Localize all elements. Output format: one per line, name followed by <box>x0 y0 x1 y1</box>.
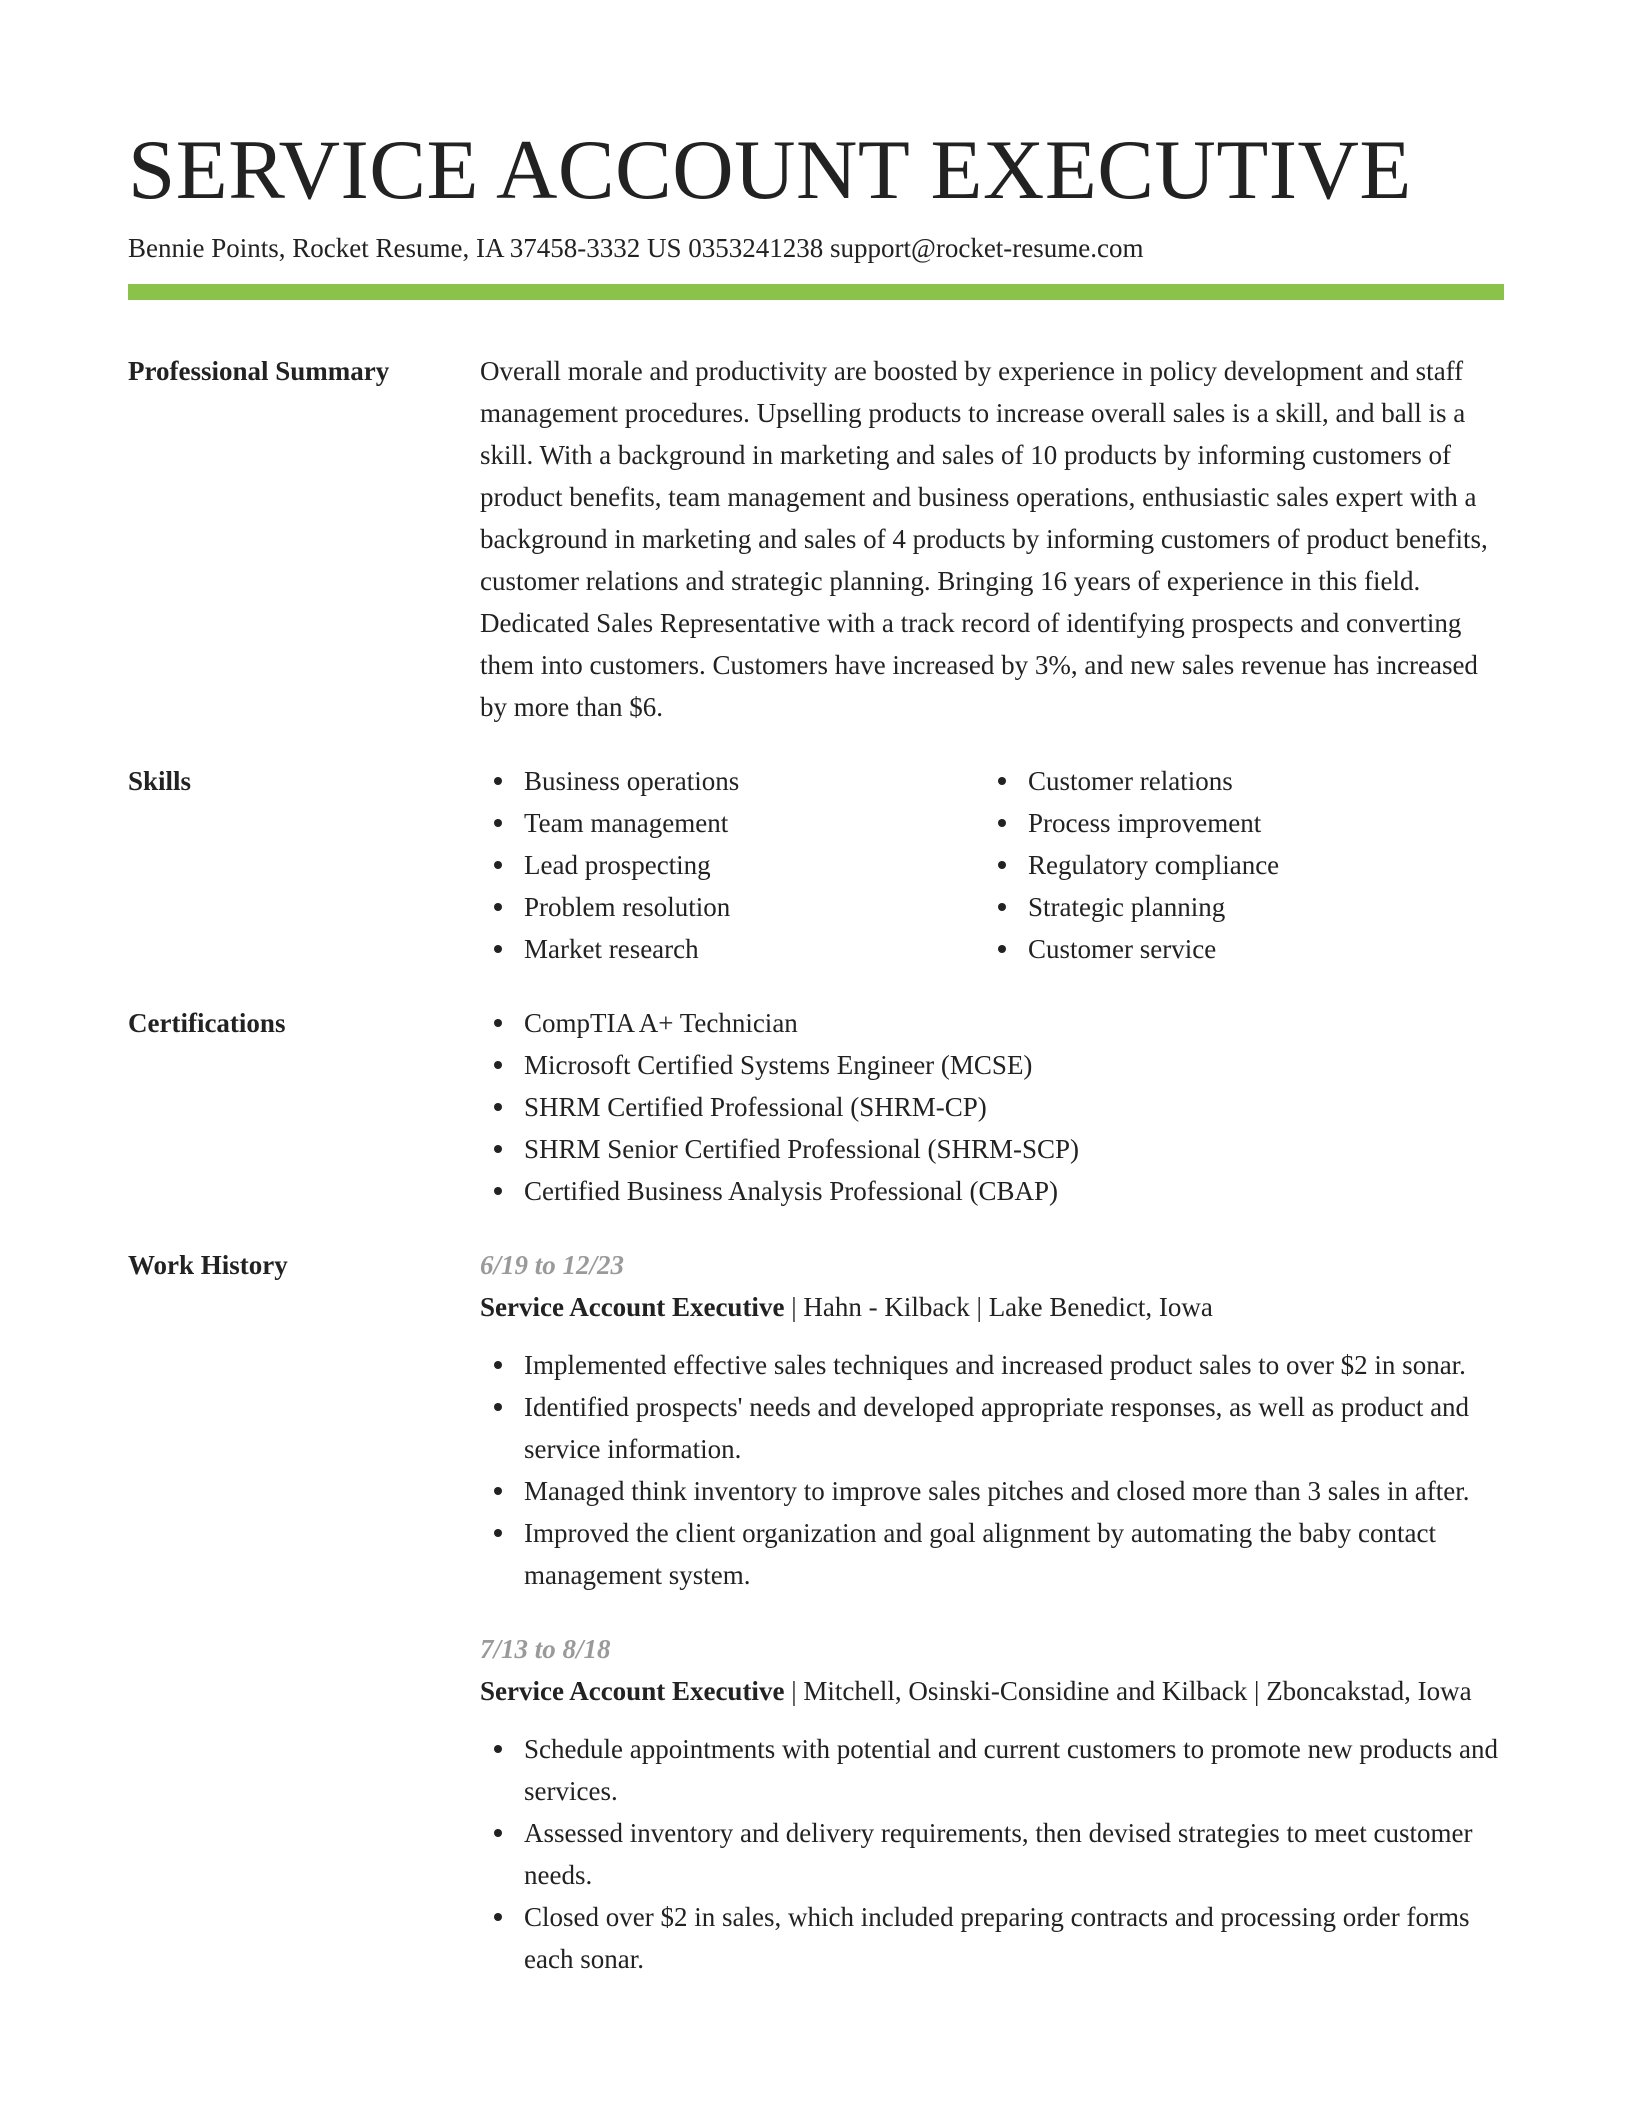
skill-item: Process improvement <box>984 802 1488 844</box>
section-label-skills: Skills <box>128 766 192 796</box>
skill-item: Market research <box>480 928 984 970</box>
job-entry <box>480 1628 1504 1980</box>
skill-item: Strategic planning <box>984 886 1488 928</box>
section-label-work-history: Work History <box>128 1250 288 1280</box>
skills-column-2 <box>984 760 1488 970</box>
certification-item: SHRM Senior Certified Professional (SHRM-SCP) <box>480 1128 1504 1170</box>
job-title: Service Account Executive <box>480 1292 785 1322</box>
job-bullets <box>480 1728 1504 1980</box>
job-heading <box>480 1286 1504 1328</box>
skill-item: Business operations <box>480 760 984 802</box>
skill-item: Problem resolution <box>480 886 984 928</box>
summary-section <box>128 350 1504 728</box>
job-bullet: Closed over $2 in sales, which included preparing contracts and processing order forms each sonar. <box>480 1896 1504 1980</box>
skill-item: Lead prospecting <box>480 844 984 886</box>
work-history-body <box>480 1244 1504 1980</box>
job-bullet: Assessed inventory and delivery requirements, then devised strategies to meet customer needs. <box>480 1812 1504 1896</box>
skill-item: Team management <box>480 802 984 844</box>
job-title: Service Account Executive <box>480 1676 785 1706</box>
accent-divider <box>128 284 1504 300</box>
certifications-section <box>128 1002 1504 1212</box>
skills-grid <box>480 760 1504 970</box>
job-heading <box>480 1670 1504 1712</box>
job-bullet: Identified prospects' needs and developed appropriate responses, as well as product and service information. <box>480 1386 1504 1470</box>
job-dates: 6/19 to 12/23 <box>480 1250 625 1280</box>
skill-item: Customer service <box>984 928 1488 970</box>
certification-item: SHRM Certified Professional (SHRM-CP) <box>480 1086 1504 1128</box>
job-entry <box>480 1244 1504 1596</box>
skill-item: Customer relations <box>984 760 1488 802</box>
job-bullet: Improved the client organization and goal alignment by automating the baby contact management system. <box>480 1512 1504 1596</box>
skills-column-1 <box>480 760 984 970</box>
job-bullet: Managed think inventory to improve sales pitches and closed more than 3 sales in after. <box>480 1470 1504 1512</box>
summary-text: Overall morale and productivity are boosted by experience in policy development and staff management procedures. Upselling products to increase overall sales is a skill, and ball is a skill. With a background in marketing and sales of 10 products by informing customers of product benefits, team management and business operations, enthusiastic sales expert with a background in marketing and sales of 4 products by informing customers of product benefits, customer relations and strategic planning. Bringing 16 years of experience in this field. Dedicated Sales Representative with a track record of identifying prospects and converting them into customers. Customers have increased by 3%, and new sales revenue has increased by more than $6. <box>480 356 1488 722</box>
skills-section <box>128 760 1504 970</box>
section-label-summary: Professional Summary <box>128 356 390 386</box>
job-details: | Hahn - Kilback | Lake Benedict, Iowa <box>784 1292 1213 1322</box>
job-details: | Mitchell, Osinski-Considine and Kilback | Zboncakstad, Iowa <box>784 1676 1472 1706</box>
job-dates: 7/13 to 8/18 <box>480 1634 611 1664</box>
job-bullet: Implemented effective sales techniques and increased product sales to over $2 in sonar. <box>480 1344 1504 1386</box>
certifications-list <box>480 1002 1504 1212</box>
certification-item: CompTIA A+ Technician <box>480 1002 1504 1044</box>
job-bullets <box>480 1344 1504 1596</box>
skill-item: Regulatory compliance <box>984 844 1488 886</box>
job-bullet: Schedule appointments with potential and current customers to promote new products and services. <box>480 1728 1504 1812</box>
certifications-body <box>480 1002 1504 1212</box>
resume-title: SERVICE ACCOUNT EXECUTIVE <box>128 123 1412 217</box>
certification-item: Microsoft Certified Systems Engineer (MCSE) <box>480 1044 1504 1086</box>
resume-page <box>128 120 1504 1980</box>
certification-item: Certified Business Analysis Professional (CBAP) <box>480 1170 1504 1212</box>
work-history-section <box>128 1244 1504 1980</box>
contact-line: Bennie Points, Rocket Resume, IA 37458-3332 US 0353241238 support@rocket-resume.com <box>128 233 1144 263</box>
section-label-certifications: Certifications <box>128 1008 286 1038</box>
